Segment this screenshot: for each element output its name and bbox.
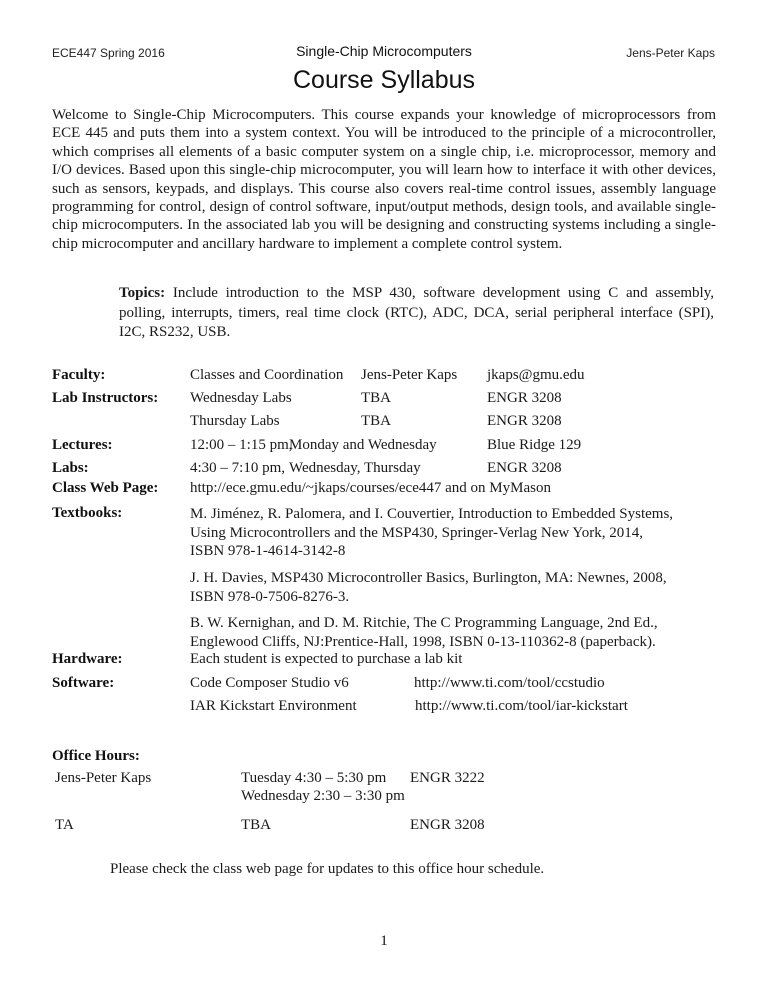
- labs-label: Labs:: [52, 460, 89, 476]
- labs-time: 4:30 – 7:10 pm,: [190, 460, 286, 476]
- lab-instructors-label: Lab Instructors:: [52, 390, 159, 406]
- header-author: Jens-Peter Kaps: [626, 46, 715, 60]
- web-page-label: Class Web Page:: [52, 480, 159, 496]
- hardware-value: Each student is expected to purchase a lab kit: [190, 651, 463, 667]
- textbook-entry: [190, 505, 710, 561]
- textbook-entry: [190, 614, 710, 651]
- faculty-name: Jens-Peter Kaps: [361, 367, 458, 383]
- office-hours-who: TA: [55, 817, 74, 833]
- faculty-role: Classes and Coordination: [190, 367, 344, 383]
- topics-label: Topics:: [119, 285, 166, 301]
- textbook-line: Using Microcontrollers and the MSP430, Springer-Verlag New York, 2014,: [190, 524, 643, 541]
- lab-instructor-name: TBA: [361, 390, 391, 406]
- lectures-label: Lectures:: [52, 437, 113, 453]
- office-hours-room: ENGR 3208: [410, 817, 485, 833]
- textbook-line: B. W. Kernighan, and D. M. Ritchie, The C Programming Language, 2nd Ed.,: [190, 615, 658, 631]
- office-hours-title: Office Hours:: [52, 748, 140, 764]
- header-course-title: Single-Chip Microcomputers: [296, 43, 472, 59]
- software-url[interactable]: http://www.ti.com/tool/ccstudio: [414, 675, 605, 691]
- lab-instructor-room: ENGR 3208: [487, 390, 562, 406]
- office-hours-time: Wednesday 2:30 – 3:30 pm: [241, 788, 405, 804]
- lectures-time: 12:00 – 1:15 pm,: [190, 437, 293, 453]
- page-number: 1: [380, 933, 388, 949]
- software-name: Code Composer Studio v6: [190, 675, 349, 691]
- lab-instructor-room: ENGR 3208: [487, 413, 562, 429]
- faculty-email[interactable]: jkaps@gmu.edu: [487, 367, 585, 383]
- office-hours-room: ENGR 3222: [410, 770, 485, 786]
- topics-paragraph: [119, 284, 714, 343]
- textbook-line: ISBN 978-0-7506-8276-3.: [190, 588, 350, 605]
- lectures-days: Monday and Wednesday: [289, 437, 437, 453]
- lab-instructor-name: TBA: [361, 413, 391, 429]
- labs-room: ENGR 3208: [487, 460, 562, 476]
- labs-days: Wednesday, Thursday: [289, 460, 421, 476]
- textbook-entry: [190, 569, 710, 606]
- page-title: Course Syllabus: [292, 66, 476, 94]
- textbook-line: J. H. Davies, MSP430 Microcontroller Basics, Burlington, MA: Newnes, 2008,: [190, 570, 667, 586]
- textbook-line: M. Jiménez, R. Palomera, and I. Couvertier, Introduction to Embedded Systems,: [190, 506, 674, 522]
- lab-instructor-role: Wednesday Labs: [190, 390, 292, 406]
- office-hours-time: Tuesday 4:30 – 5:30 pm: [241, 770, 387, 786]
- lab-instructor-role: Thursday Labs: [190, 413, 280, 429]
- textbook-line: ISBN 978-1-4614-3142-8: [190, 543, 346, 559]
- header-course-term: ECE447 Spring 2016: [52, 46, 165, 60]
- software-label: Software:: [52, 675, 115, 691]
- software-url[interactable]: http://www.ti.com/tool/iar-kickstart: [415, 698, 628, 714]
- topics-text: Include introduction to the MSP 430, software development using C and assembly, polling, interrupts, timers, real time clock (RTC), ADC, DCA, serial peripheral interface (SPI), I2C, RS232, USB.: [119, 285, 714, 340]
- office-hours-who: Jens-Peter Kaps: [55, 770, 152, 786]
- software-name: IAR Kickstart Environment: [190, 698, 357, 714]
- office-hours-note: Please check the class web page for updates to this office hour schedule.: [110, 861, 545, 877]
- office-hours-time: TBA: [241, 817, 271, 833]
- faculty-label: Faculty:: [52, 367, 106, 383]
- web-page-link[interactable]: http://ece.gmu.edu/~jkaps/courses/ece447 and on MyMason: [190, 480, 551, 496]
- lectures-room: Blue Ridge 129: [487, 437, 582, 453]
- intro-paragraph: Welcome to Single-Chip Microcomputers. This course expands your knowledge of microprocessors from ECE 445 and puts them into a system context. You will be introduced to the principle of a microcontroller, which comprises all elements of a basic computer system on a single chip, i.e. microprocessor, memory and I/O devices. Based upon this single-chip microcomputer, you will learn how to interface it with other devices, such as sensors, keypads, and displays. This course also covers real-time control issues, assembly language programming for control, design of control software, input/output methods, design tools, and available single-chip microcomputers. In the associated lab you will be designing and constructing systems including a single-chip microcomputer and ancillary hardware to implement a complete control system.: [52, 107, 716, 252]
- hardware-label: Hardware:: [52, 651, 123, 667]
- textbook-line: Englewood Cliffs, NJ:Prentice-Hall, 1998, ISBN 0-13-110362-8 (paperback).: [190, 633, 656, 650]
- textbooks-label: Textbooks:: [52, 505, 123, 521]
